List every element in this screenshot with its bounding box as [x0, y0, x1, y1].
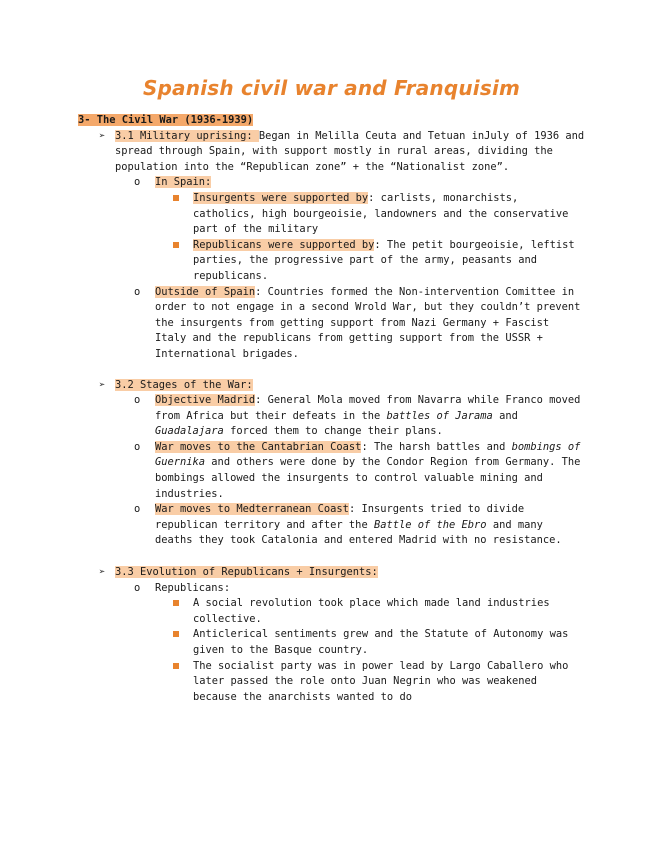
item-text: The socialist party was in power lead by Largo Caballero who later passed the role onto Juan Negrin who was weakened because the anarchists wanted to do [193, 659, 569, 703]
item-text-italic: battles of Jarama [386, 409, 493, 422]
document-title: Spanish civil war and Franquisim [142, 76, 521, 100]
item-text: forced them to change their plans. [223, 425, 443, 438]
subsection-label: 3.3 Evolution of Republicans + Insurgents: [115, 566, 378, 579]
square-bullet-icon [173, 627, 179, 643]
list-item-republicans-evolution [78, 581, 585, 597]
item-label: Objective Madrid [155, 394, 256, 407]
subsection-stages-of-war [78, 378, 585, 394]
circle-bullet-icon: o [134, 285, 141, 298]
list-item-cantabrian-coast [78, 440, 585, 502]
circle-bullet-icon: o [134, 176, 141, 189]
item-text: Anticlerical sentiments grew and the Statute of Autonomy was given to the Basque country. [193, 628, 569, 656]
circle-bullet-icon: o [134, 440, 141, 453]
item-label: Insurgents were supported by [193, 191, 369, 204]
item-text-italic: bombings of Guernika [155, 440, 581, 469]
item-label: War moves to Medterranean Coast [155, 503, 349, 516]
item-text: A social revolution took place which made land industries collective. [193, 597, 550, 625]
list-item-objective-madrid [78, 393, 585, 440]
square-bullet-icon [173, 238, 179, 254]
subsection-evolution [78, 565, 585, 581]
list-item-in-spain [78, 175, 585, 191]
item-label: Outside of Spain [155, 285, 256, 298]
item-label: Republicans were supported by [193, 238, 375, 251]
list-item-insurgents [78, 191, 585, 238]
item-text: : The petit bourgeoisie, leftist parties, the progressive part of the army, peasants and republicans. [193, 238, 575, 282]
subsection-label: 3.1 Military uprising: [115, 129, 259, 142]
square-bullet-icon [173, 596, 179, 612]
item-text: : General Mola moved from Navarra while Franco moved from Africa but their defeats in the [155, 394, 581, 422]
circle-bullet-icon: o [134, 394, 141, 407]
arrow-bullet-icon: ➢ [99, 129, 106, 142]
subsection-text: Began in Melilla Ceuta and Tetuan inJuly of 1936 and spread through Spain, with support mostly in rural areas, dividing the population into the “Republican zone” + the “Nationalist zone”. [115, 129, 585, 173]
list-item-outside-spain [78, 285, 585, 363]
circle-bullet-icon: o [134, 581, 141, 594]
arrow-bullet-icon: ➢ [99, 566, 106, 579]
item-text-italic: Battle of the Ebro [373, 518, 487, 531]
section-heading [78, 113, 585, 129]
item-text: : Countries formed the Non-intervention Comittee in order to not engage in a second Wrold War, but they couldn’t prevent the insurgents from getting support from Nazi Germany + Fascist Italy and the republicans from getting support from the USSR + International brigades. [155, 285, 581, 360]
item-label: In Spain: [155, 176, 212, 189]
square-bullet-icon [173, 191, 179, 207]
list-item-mediterranean-coast [78, 502, 585, 549]
item-text: and others were done by the Condor Region from Germany. The bombings allowed the insurgents to control valuable mining and industries. [155, 456, 581, 500]
square-bullet-icon [173, 659, 179, 675]
list-item-socialist-party [78, 659, 585, 706]
item-text: : carlists, monarchists, catholics, high bourgeoisie, landowners and the conservative part of the military [193, 191, 569, 236]
item-text: and [492, 409, 518, 422]
list-item-anticlerical [78, 627, 585, 658]
arrow-bullet-icon: ➢ [99, 378, 106, 391]
subsection-military-uprising [78, 129, 585, 176]
circle-bullet-icon: o [134, 503, 141, 516]
list-item-social-revolution [78, 596, 585, 627]
item-label: War moves to the Cantabrian Coast [155, 440, 362, 453]
section-heading-text: 3- The Civil War (1936-1939) [78, 114, 254, 126]
item-label: Republicans: [155, 581, 231, 594]
item-text: and many deaths they took Catalonia and entered Madrid with no resistance. [155, 518, 562, 547]
item-text-italic: Guadalajara [155, 425, 224, 438]
item-text: : The harsh battles and [361, 440, 512, 453]
list-item-republicans [78, 238, 585, 285]
item-text: : Insurgents tried to divide republican territory and after the [155, 503, 525, 531]
subsection-label: 3.2 Stages of the War: [115, 378, 253, 391]
